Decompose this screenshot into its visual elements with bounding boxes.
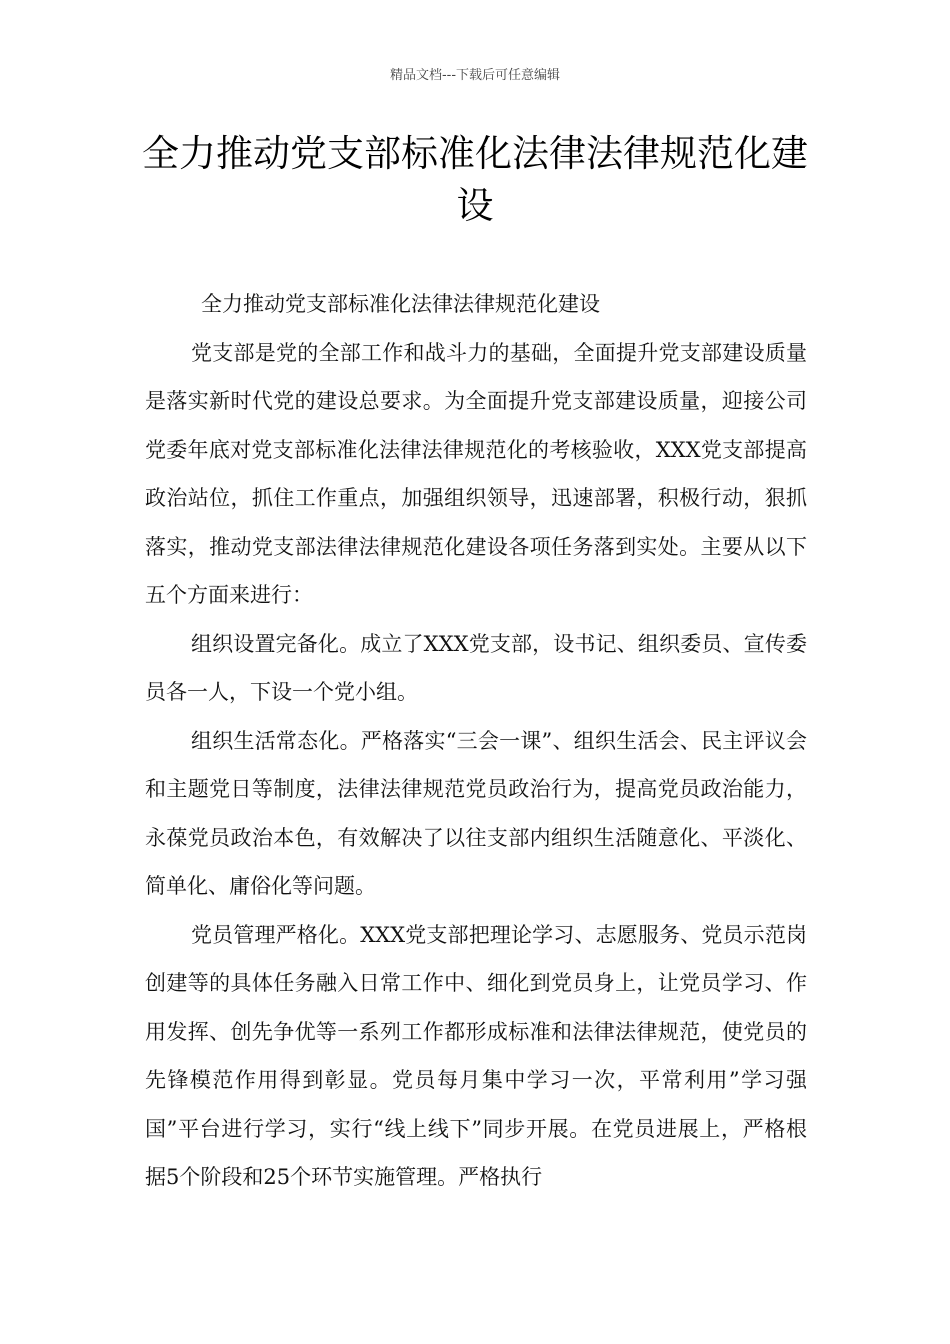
document-body [145, 280, 807, 1202]
paragraph-intro: 党支部是党的全部工作和战斗力的基础，全面提升党支部建设质量是落实新时代党的建设总要求。为全面提升党支部建设质量，迎接公司党委年底对党支部标准化法律法律规范化的考核验收，XXX党支部提高政治站位，抓住工作重点，加强组织领导，迅速部署，积极行动，狠抓落实，推动党支部法律法律规范化建设各项任务落到实处。主要从以下五个方面来进行： [145, 340, 807, 607]
paragraph-organization-life: 组织生活常态化。严格落实“三会一课”、组织生活会、民主评议会和主题党日等制度，法律法律规范党员政治行为，提高党员政治能力，永葆党员政治本色，有效解决了以往支部内组织生活随意化、平淡化、简单化、庸俗化等问题。 [145, 728, 807, 898]
document-title: 全力推动党支部标准化法律法律规范化建设 [142, 132, 808, 227]
paragraph-organization-setup: 组织设置完备化。成立了XXX党支部，设书记、组织委员、宣传委员各一人，下设一个党小组。 [145, 631, 807, 704]
paragraph-member-management: 党员管理严格化。XXX党支部把理论学习、志愿服务、党员示范岗创建等的具体任务融入日常工作中、细化到党员身上，让党员学习、作用发挥、创先争优等一系列工作都形成标准和法律法律规范，使党员的先锋模范作用得到彰显。党员每月集中学习一次，平常利用”学习强国”平台进行学习，实行“线上线下”同步开展。在党员进展上，严格根据5个阶段和25个环节实施管理。严格执行 [145, 922, 807, 1189]
header-note: 精品文档---下载后可任意编辑 [389, 68, 561, 83]
document-subtitle: 全力推动党支部标准化法律法律规范化建设 [201, 292, 600, 316]
